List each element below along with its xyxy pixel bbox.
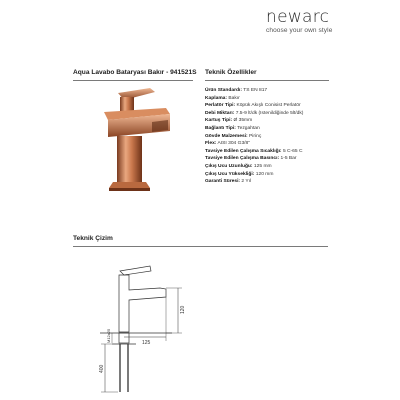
- spec-value: Tezgahtan: [237, 125, 260, 131]
- spec-value: AISI 304 G3/8": [217, 141, 250, 147]
- drawing-handle: [120, 266, 151, 275]
- spec-label: Perlatör Tipi:: [205, 103, 236, 109]
- spec-label: Çıkış Ucu Yüksekliği:: [205, 171, 255, 177]
- drawing-shank: [119, 333, 129, 343]
- spec-label: Çıkış Ucu Uzunluğu:: [205, 163, 253, 169]
- spec-label: Flex:: [205, 141, 217, 147]
- spec-label: Debi Miktarı:: [205, 110, 235, 116]
- spec-label: Ürün Standardı:: [205, 88, 242, 93]
- faucet-base: [109, 182, 150, 188]
- spec-label: Kartuş Tipi:: [205, 118, 233, 124]
- dim-label-hose-length: 400: [99, 364, 105, 373]
- spec-value: Ø 35mm: [233, 118, 253, 124]
- spec-value: Pirinç: [249, 133, 262, 139]
- spec-label: Kaplama:: [205, 95, 228, 101]
- technical-drawing: [100, 266, 182, 392]
- drawing-body-outline: [119, 275, 166, 332]
- specs-heading: Teknik Özellikler: [205, 69, 257, 76]
- drawing-heading: Teknik Çizim: [73, 235, 113, 242]
- spec-value: 2 Yıl: [241, 179, 252, 185]
- spec-label: Garanti Süresi:: [205, 179, 241, 185]
- faucet-photo: [104, 88, 170, 191]
- spec-label: Gövde Malzemesi:: [205, 133, 248, 139]
- spec-label: Bağlantı Tipi:: [205, 125, 236, 131]
- spec-value: 7.5-9 lt/dk (Istenildiğinde 5lt/dk): [235, 110, 304, 116]
- dim-label-thread: M12x25: [106, 328, 111, 343]
- faucet-body: [117, 136, 142, 182]
- product-title: Aqua Lavabo Bataryası Bakır - 941521S: [73, 69, 197, 76]
- spec-value: Bakır: [228, 95, 240, 101]
- spec-value: Köpük Akışlı Conisist Perlatör: [236, 103, 301, 109]
- spec-label: Tavsiye Edilen Çalışma Sıcaklığı:: [205, 148, 282, 154]
- spec-value: 5 C-65 C: [282, 148, 303, 154]
- spec-label: Tavsiye Edilen Çalışma Basıncı:: [205, 156, 280, 162]
- spec-value: 1-5 Bar: [280, 156, 297, 162]
- faucet-base-edge: [109, 188, 150, 191]
- spec-value: 120 mm: [255, 171, 274, 177]
- brand-name: newarc: [266, 7, 330, 27]
- brand-tagline: choose your own style: [266, 27, 333, 34]
- faucet-waterfall-outlet: [152, 120, 168, 132]
- spec-value: TS EN 817: [243, 88, 268, 93]
- dim-label-spout-length: 125: [142, 340, 151, 346]
- dim-label-spout-height: 120: [180, 305, 186, 314]
- spec-value: 125 mm: [253, 163, 272, 169]
